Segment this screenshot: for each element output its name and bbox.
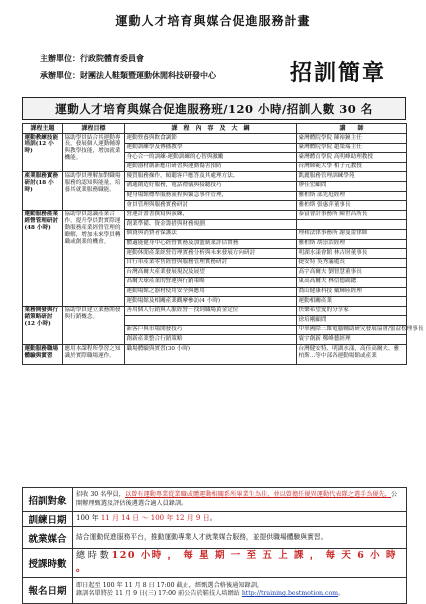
- course-instructor: 雅柏斯 張惠萍董事長: [297, 201, 407, 211]
- header-theme: 課程主題: [23, 124, 63, 134]
- course-goal: 協助學員理解加對職場服務的認知與能量，培養其就業服務職能。: [63, 172, 125, 210]
- course-table: [22, 123, 424, 365]
- course-instructor: 臺灣體育學院 高明峰助理教授: [297, 153, 407, 163]
- course-instructor: 台灣健安特、明湖水漾，高佳高爾夫、雅柏斯…等中部各運動場館或產業: [297, 345, 407, 365]
- course-content: 創新產業整合行銷策略: [125, 335, 297, 345]
- course-content: [125, 316, 297, 326]
- course-theme: 運動服務職場體驗與實習: [23, 345, 63, 365]
- course-content: 會員管理與服務實務研討: [125, 201, 297, 211]
- header-goal: 課程目標: [63, 124, 125, 134]
- signup-line-1: 即日起至 100 年 11 月 8 日 17:00 截止，經甄選合格後通知錄訓，: [76, 581, 264, 589]
- course-instructor: 台灣師範大學 相子元教授: [297, 162, 407, 172]
- course-instructor: 徐培剛顧問: [297, 316, 407, 326]
- course-content: 自行車產業零售經營與服務管理實務研討: [125, 258, 297, 268]
- course-instructor: 喬山健康科技 戴輝陸經理: [297, 287, 407, 297]
- course-theme: 業務開發與行銷策略研討(12 小時): [23, 306, 63, 344]
- course-instructor: [297, 220, 407, 230]
- info-row-target: [23, 488, 407, 512]
- info-row-period: [23, 512, 407, 527]
- course-content: 新客戶與市場開發技巧: [125, 325, 297, 335]
- organizer-line: 主辦單位：行政院體育委員會: [40, 53, 144, 63]
- course-content: 創業準備、資金籌措與財務規劃: [125, 220, 297, 230]
- course-table-header: [23, 124, 407, 134]
- period-value: 100 年 11 月 14 日 ～ 100 年 12 月 9 日。: [73, 512, 407, 527]
- table-row: [23, 134, 407, 144]
- course-instructor: 東高高爾夫 林信德副總: [297, 277, 407, 287]
- course-content: 健身場館標準服務流程與緊急事件管理，: [125, 191, 297, 201]
- course-content: 運動休閒產業經營管理實務分析與未來發展方向研討: [125, 249, 297, 259]
- course-content: 身心合一的訓練-運動訓練的心智與激勵: [125, 153, 297, 163]
- course-goal: 協助學員建立業務開發與行銷概念。: [63, 306, 125, 344]
- header-content: 課 程 內 容 及 大 綱: [125, 124, 297, 134]
- info-row-signup: [23, 577, 407, 603]
- course-instructor: 高宇高爾夫 劉智慧董事長: [297, 268, 407, 278]
- course-content: 高爾夫球產業的營運與行銷策略: [125, 277, 297, 287]
- period-label: 訓練日期: [23, 512, 73, 527]
- course-theme: 運動服務產業經營管理研討(48 小時): [23, 210, 63, 306]
- course-content: 運動訓練學及傳播教學: [125, 143, 297, 153]
- course-content: 個資與消費者保護法: [125, 229, 297, 239]
- signup-label: 報名日期: [23, 577, 73, 603]
- course-content: 台灣高爾夫產業發展現況及展望: [125, 268, 297, 278]
- course-content: 營運計畫書撰寫與演練，: [125, 210, 297, 220]
- course-instructor: 明湖水漾會館 林吉財董事長: [297, 249, 407, 259]
- table-row: [23, 306, 407, 316]
- course-content: 優質服務操作，傾聽客戶應答及其處理方法、: [125, 172, 297, 182]
- info-row-hours: [23, 549, 407, 578]
- course-content: 善用個人行銷與人脈經營－找到職場黃金定位: [125, 306, 297, 316]
- employment-label: 就業媒合: [23, 527, 73, 549]
- course-theme: 產業服務實務研討(18 小時): [23, 172, 63, 210]
- course-instructor: 凱麗服務管理訓練學苑: [297, 172, 407, 182]
- course-instructor: 快樂希望愛的分享家: [297, 306, 407, 316]
- employment-value: 結合運動促進服務平台，推動運動專業人才就業媒合服務，並提供職場體驗與實習。: [73, 527, 407, 549]
- table-row: [23, 172, 407, 182]
- table-row: [23, 210, 407, 220]
- course-theme: 運動教練技能培訓(12 小時): [23, 134, 63, 172]
- info-row-employment: [23, 527, 407, 549]
- table-row: [23, 345, 407, 365]
- header-instructor: 講 師: [297, 124, 407, 134]
- course-content: 運動器材創新應用研習與運動傷害預防: [125, 162, 297, 172]
- executor-line: 承辦單位：財團法人鞋類暨運動休閒科技研發中心: [40, 70, 216, 80]
- course-instructor: 泰富會計事務所 陳世昌所長: [297, 210, 407, 220]
- course-content: 體適能健身中心經營實務及加盟制業評估實務: [125, 239, 297, 249]
- brochure-heading: 招訓簡章: [290, 60, 387, 86]
- period-highlight: 11 月 14 日 ～ 100 年 12 月 9 日: [100, 514, 210, 523]
- hours-label: 授課時數: [23, 549, 73, 578]
- course-instructor: 捷安特 吳秀滿處長: [297, 258, 407, 268]
- page-title: 運動人才培育與媒合促進服務計畫: [115, 14, 311, 28]
- course-content: 運動營養與飲食調節: [125, 134, 297, 144]
- target-value: 招收 30 名學員，以曾有運動專業從業職或體運動相關系所畢業生為佳，並以曾擔任優異運動代表隊之選手為優先，公開辦理甄選及評估後遴選合適人員錄訓。: [73, 488, 407, 512]
- course-instructor: 中華國際三維電腦輔助研究發展協會/張益松理事長: [297, 325, 407, 335]
- course-goal: 應用本課程所學習之知識於實際職場運作。: [63, 345, 125, 365]
- hours-value: 總 時 數 120 小時 ， 每 星 期 一 至 五 上 課 ， 每 天 6 小 時 。: [73, 549, 407, 578]
- signup-link[interactable]: http://training.bestmotion.com: [241, 590, 339, 598]
- course-content: 職場體驗與實習(30 小時): [125, 345, 297, 365]
- course-instructor: 理和法律事務所 謝曼蕾律師: [297, 229, 407, 239]
- course-instructor: 雅柏斯 部先庭經理: [297, 191, 407, 201]
- course-content: 運動場館及相關產業觀摩參訪(4 小時): [125, 297, 297, 307]
- course-content: 運動場館之器材使用安全與應用: [125, 287, 297, 297]
- target-highlight: 以曾有運動專業從業職或體運動相關系所畢業生為佳，並以曾擔任優異運動代表隊之選手為優先，: [124, 491, 391, 499]
- course-instructor: 廖佳宏顧問: [297, 181, 407, 191]
- course-instructor: 雅柏斯 胡崇浩經理: [297, 239, 407, 249]
- course-instructor: 臺灣體院學院 趙榮瑞主任: [297, 143, 407, 153]
- course-goal: 協助學員認識產業合作，提升學員對實際運動服務產業經營管理的瞭解，增加未來學員轉職或創業的機會。: [63, 210, 125, 306]
- info-table: [22, 487, 407, 604]
- signup-value: [73, 577, 407, 603]
- course-instructor: 寰宇創新 鄭峰藝經理: [297, 335, 407, 345]
- course-goal: 協助學員結合其運動專長，發展個人運動輔導與教學技能，增加就業機能。: [63, 134, 125, 172]
- signup-line-2: 錄訓名單將於 11 月 9 日(三) 17:00 前公告於鞋技人培網站 http://training.bestmotion.com。: [76, 590, 345, 598]
- course-banner: 運動人才培育與媒合促進服務班/120 小時/招訓人數 30 名: [22, 97, 406, 120]
- hours-highlight: 120 小時 ， 每 星 期 一 至 五 上 課 ， 每 天 6 小 時 。: [76, 550, 397, 574]
- target-label: 招訓對象: [23, 488, 73, 512]
- course-instructor: 運動相關產業: [297, 297, 407, 307]
- course-content: 溝通創造好服務，電話禮儀與接聽技巧: [125, 181, 297, 191]
- course-instructor: 臺灣體院學院 陳裕鐘主任: [297, 134, 407, 144]
